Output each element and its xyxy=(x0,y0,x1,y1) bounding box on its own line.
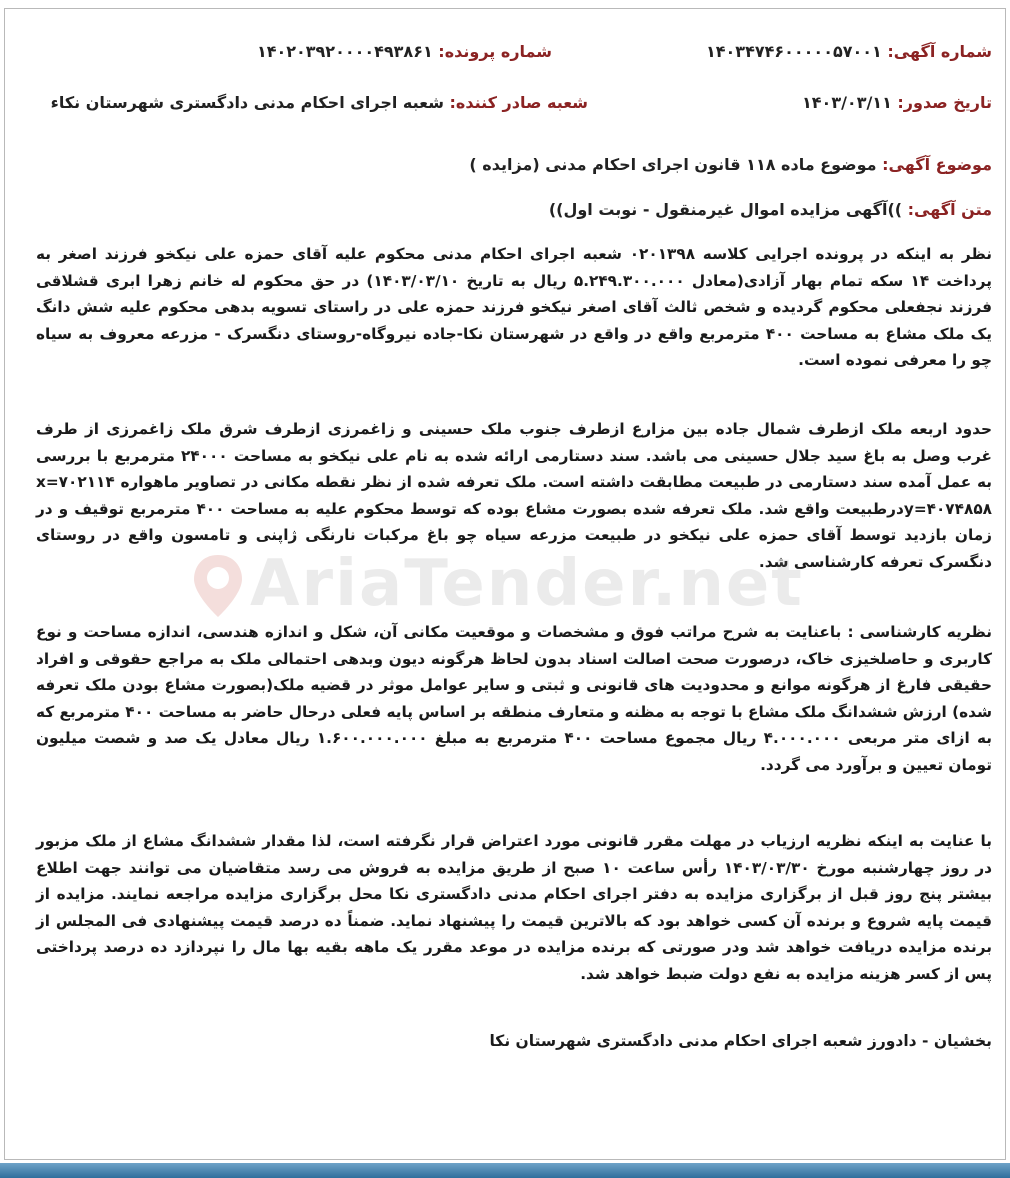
text-title: ))آگهی مزایده اموال غیرمنقول - نوبت اول)) xyxy=(548,200,903,219)
case-number-row xyxy=(257,42,552,61)
subject-row xyxy=(469,155,992,174)
issue-date-row xyxy=(802,93,992,112)
subject-value: موضوع ماده ۱۱۸ قانون اجرای احکام مدنی (مزایده ) xyxy=(469,155,877,174)
text-title-row xyxy=(549,200,992,219)
issuer-label: شعبه صادر کننده: xyxy=(449,93,588,112)
case-number-label: شماره پرونده: xyxy=(438,42,552,61)
paragraph-boundaries: حدود اربعه ملک ازطرف شمال جاده بین مزارع ازطرف جنوب ملک حسینی و زاغمرزی ازطرف شرق ملک زاغمرزی از طرف غرب وصل به باغ سید جلال حسینی می باشد. سند دستارمی ارائه شده به نام علی نیکخو به مساحت ۲۴۰۰۰ مترمربع با بررسی به عمل آمده سند دستارمی در طبیعت مطابقت داشته است. ملک تعرفه شده از نظر نقطه مکانی در تصاویر ماهواره x=۷۰۲۱۱۴ y=۴۰۷۴۸۵۸درطبیعت واقع شد. ملک تعرفه شده بصورت مشاع بوده که توسط محکوم علیه به مساحت ۴۰۰ مترمربع توقیف و در زمان بازدید توسط آقای حمزه علی نیکخو در طبیعت مزرعه سیاه چو باغ مرکبات نارنگی ژاپنی و تامسون واقع در روستای دنگسرک تعرفه کارشناسی شد. xyxy=(36,420,992,571)
issuer-value: شعبه اجرای احکام مدنی دادگستری شهرستان نکاء xyxy=(50,93,444,112)
issue-date-value: ۱۴۰۳/۰۳/۱۱ xyxy=(802,93,892,112)
text-label: متن آگهی: xyxy=(907,200,992,219)
taskbar xyxy=(0,1163,1010,1178)
notice-number-row xyxy=(706,42,992,61)
notice-number-label: شماره آگهی: xyxy=(887,42,992,61)
subject-label: موضوع آگهی: xyxy=(882,155,992,174)
case-number-value: ۱۴۰۲۰۳۹۲۰۰۰۰۴۹۳۸۶۱ xyxy=(256,42,433,61)
notice-number-value: ۱۴۰۳۴۷۴۶۰۰۰۰۰۵۷۰۰۱ xyxy=(706,42,882,61)
paragraph-auction-terms: با عنایت به اینکه نظریه ارزیاب در مهلت مقرر قانونی مورد اعتراض قرار نگرفته است، لذا مقدار ششدانگ مشاع از ملک مزبور در روز چهارشنبه مورخ ۱۴۰۳/۰۳/۳۰ رأس ساعت ۱۰ صبح از طریق مزایده به فروش می رسد متقاضیان می توانند جهت اطلاع بیشتر پنج روز قبل از برگزاری مزایده به دفتر اجرای احکام مدنی دادگستری نکا محل برگزاری مزایده مراجعه نمایند. مزایده از قیمت پایه شروع و برنده آن کسی خواهد بود که بالاترین قیمت را پیشنهاد نماید. ضمناً ده درصد قیمت پیشنهادی فی المجلس از برنده مزایده دریافت خواهد شد ودر صورتی که برنده مزایده در موعد مقرر یک ماهه بقیه بها مال را نپردازد ده درصد پرداختی پس از کسر هزینه مزایده به نفع دولت ضبط خواهد شد. xyxy=(36,832,992,983)
paragraph-case: نظر به اینکه در پرونده اجرایی کلاسه ۰۲۰۱۳۹۸ شعبه اجرای احکام مدنی محکوم علیه آقای حمزه علی نیکخو فرزند اصغر به پرداخت ۱۴ سکه تمام بهار آزادی(معادل ۵.۲۴۹.۳۰۰.۰۰۰ ریال به تاریخ ۱۴۰۳/۰۳/۱۰) در حق محکوم له خانم زهرا ابری قشلاقی فرزند نجفعلی محکوم گردیده و شخص ثالث آقای اصغر نیکخو فرزند حمزه علی در راستای تسویه بدهی محکوم علیه شش دانگ یک ملک مشاع به مساحت ۴۰۰ مترمربع واقع در واقع در شهرستان نکا-جاده نیروگاه-روستای دنگسرک - مزرعه معروف به سیاه چو را معرفی نموده است. xyxy=(36,245,993,370)
issuer-row xyxy=(51,93,588,112)
paragraph-expert-opinion: نظریه کارشناسی : باعنایت به شرح مراتب فوق و مشخصات و موقعیت مکانی آن، شکل و اندازه هندسی، اندازه مساحت و نوع کاربری و حاصلخیزی خاک، درصورت صحت اصالت اسناد بدون لحاظ هرگونه دیون وبدهی احتمالی ملک به مراجع حقوقی و افراد حقیقی فارغ از هرگونه موانع و محدودیت های قانونی و ثبتی و سایر عوامل موثر در قضیه ملک(بصورت مشاع بودن ملک تعرفه شده) ارزش ششدانگ ملک مشاع با توجه به مظنه و متعارف منطقه بر اساس پایه فعلی درحال حاضر به مساحت ۴۰۰ مترمربع که به ازای متر مربعی ۴.۰۰۰.۰۰۰ ریال مجموع مساحت ۴۰۰ مترمربع به مبلغ ۱.۶۰۰.۰۰۰.۰۰۰ ریال معادل یک صد و شصت میلیون تومان تعیین و برآورد می گردد. xyxy=(36,623,992,774)
signature: بخشیان - دادورز شعبه اجرای احکام مدنی دادگستری شهرستان نکا xyxy=(489,1032,992,1050)
issue-date-label: تاریخ صدور: xyxy=(897,93,992,112)
